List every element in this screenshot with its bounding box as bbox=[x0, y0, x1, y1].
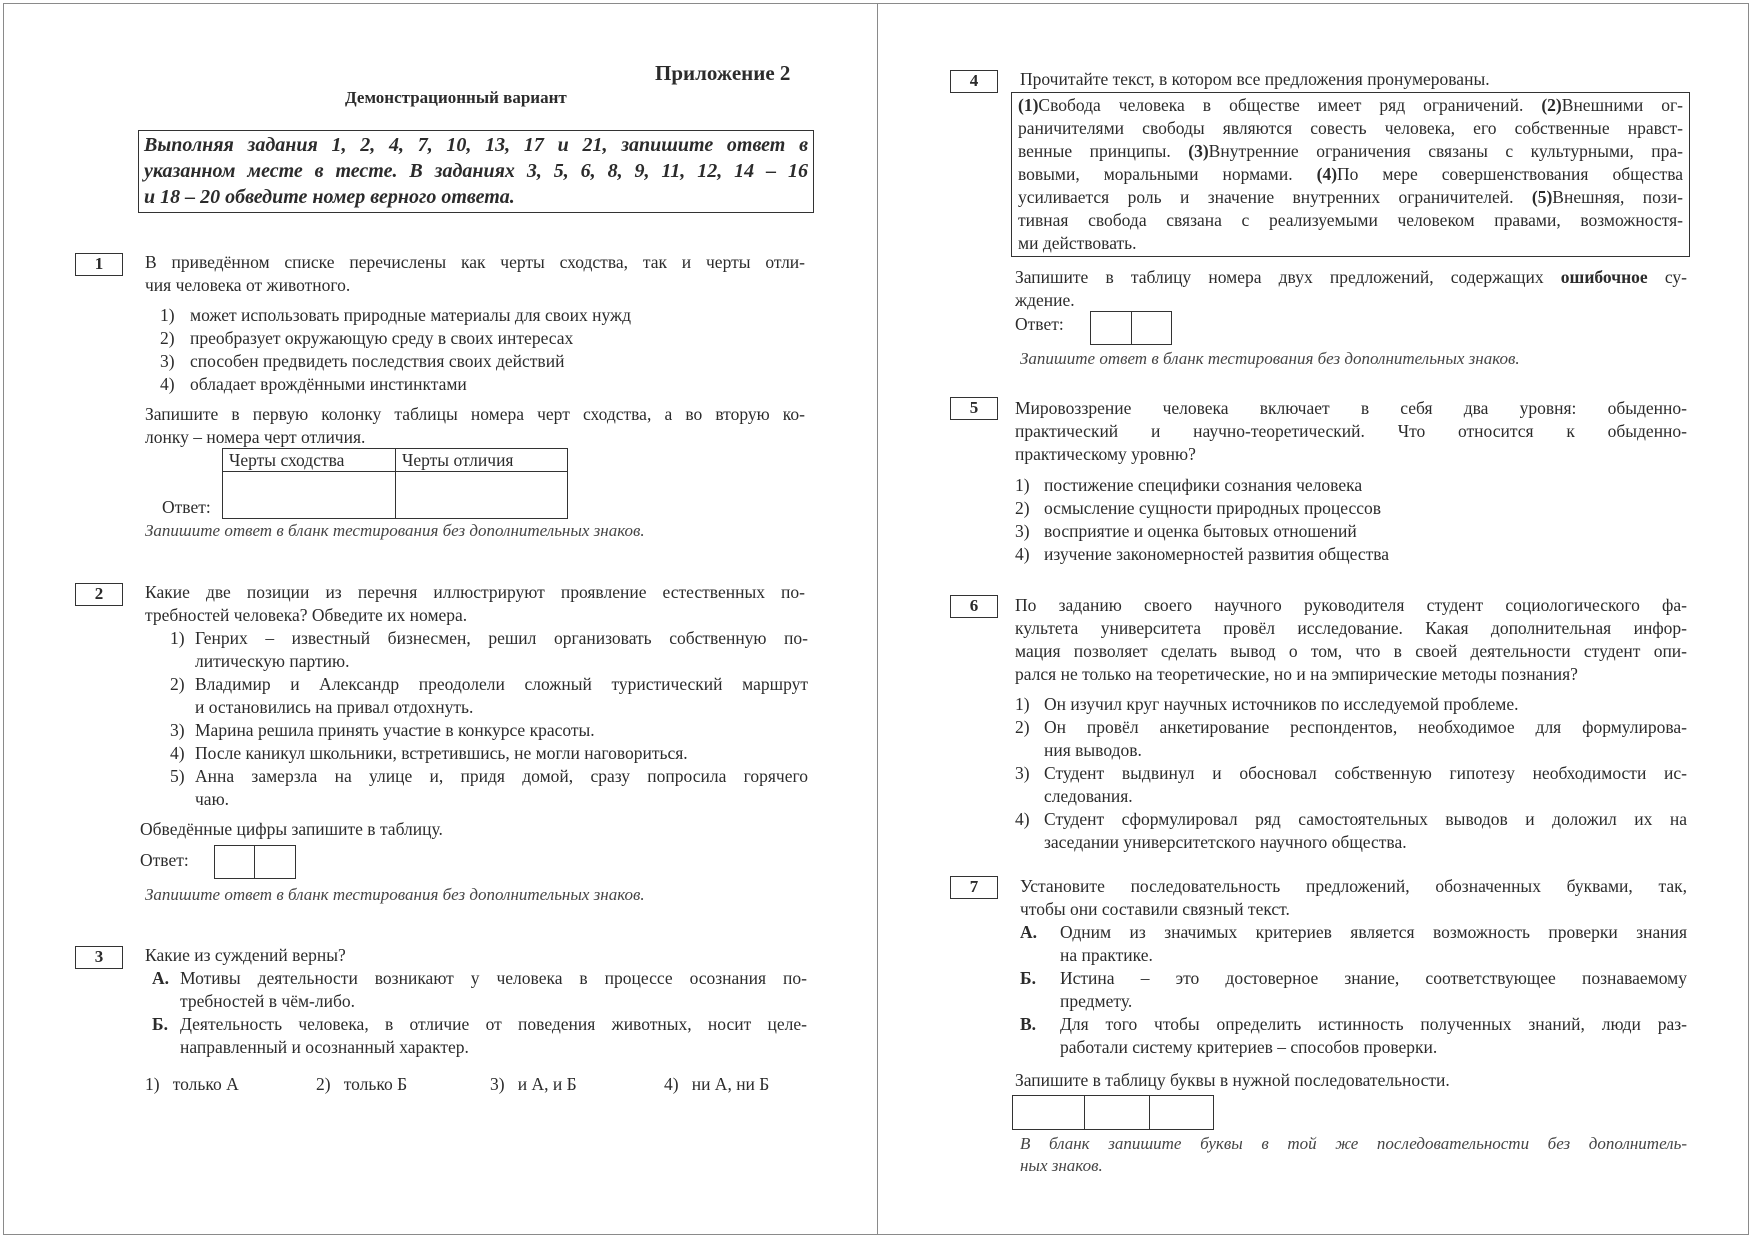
option-text: Студент выдвинул и обосновал собственную гипотезу необходимости ис- bbox=[1044, 763, 1687, 783]
option-number: 2) bbox=[160, 328, 175, 348]
q7-instruction: Запишите в таблицу буквы в нужной последовательности. bbox=[1015, 1070, 1450, 1090]
option[interactable] bbox=[170, 742, 810, 765]
option[interactable] bbox=[170, 719, 810, 742]
sentence-text: ми действовать. bbox=[1018, 233, 1137, 253]
option-text: может использовать природные материалы для своих нужд bbox=[190, 305, 632, 325]
option[interactable] bbox=[160, 327, 574, 350]
q6-options bbox=[1015, 693, 1687, 854]
q7-note-line: В бланк запишите буквы в той же последовательности без дополнитель- bbox=[1020, 1134, 1687, 1153]
option[interactable] bbox=[1015, 716, 1687, 762]
q4-box-line bbox=[1018, 163, 1683, 186]
option-number: 5) bbox=[170, 766, 185, 786]
option-text: Владимир и Александр преодолели сложный туристический маршрут bbox=[195, 674, 808, 694]
option-number: 1) bbox=[1015, 694, 1030, 714]
option-number: 2) bbox=[316, 1074, 331, 1094]
q7-answer-cell-2[interactable] bbox=[1084, 1095, 1150, 1130]
q1-instruction-line: Запишите в первую колонку таблицы номера черт сходства, а во вторую ко- bbox=[145, 404, 805, 424]
sentence-text: усиливается роль и значение внутренних ограничителей. bbox=[1018, 187, 1532, 207]
item-letter: А. bbox=[1020, 922, 1038, 942]
instructions-line: указанном месте в тесте. В заданиях 3, 5, 6, 8, 9, 11, 12, 14 – 16 bbox=[144, 160, 808, 182]
sentence-text: венные принципы. bbox=[1018, 141, 1189, 161]
option[interactable] bbox=[160, 304, 632, 327]
option-number: 3) bbox=[1015, 763, 1030, 783]
sequence-item bbox=[1020, 921, 1687, 967]
q7-text bbox=[1020, 875, 1687, 921]
q2-text-line: требностей человека? Обведите их номера. bbox=[145, 605, 468, 625]
option-text: только А bbox=[172, 1074, 239, 1094]
instructions-box bbox=[138, 130, 814, 213]
option-text: следования. bbox=[1044, 786, 1133, 806]
sequence-item bbox=[1020, 1013, 1687, 1059]
option-number: 4) bbox=[664, 1074, 679, 1094]
q4-instruction-emphasis: ошибочное bbox=[1560, 267, 1648, 287]
q2-instruction: Обведённые цифры запишите в таблицу. bbox=[140, 819, 443, 839]
sequence-item bbox=[1020, 967, 1687, 1013]
q4-instruction-line: ждение. bbox=[1015, 290, 1075, 310]
q7-blank-note bbox=[1020, 1133, 1687, 1177]
option-number: 2) bbox=[1015, 717, 1030, 737]
q3-option-4[interactable] bbox=[664, 1073, 769, 1096]
option[interactable] bbox=[160, 350, 565, 373]
q4-answer-label: Ответ: bbox=[1015, 314, 1064, 334]
q1-instruction-line: лонку – номера черт отличия. bbox=[145, 427, 366, 447]
q7-note-line: ных знаков. bbox=[1020, 1156, 1103, 1175]
option-number: 1) bbox=[170, 628, 185, 648]
sentence-number: (1) bbox=[1018, 95, 1039, 115]
q4-box-line bbox=[1018, 209, 1683, 232]
option[interactable] bbox=[1015, 520, 1685, 543]
instructions-line: и 18 – 20 обведите номер верного ответа. bbox=[144, 186, 515, 208]
q7-items bbox=[1020, 921, 1687, 1059]
q3-question: Какие из суждений верны? bbox=[145, 945, 346, 965]
task-number-4: 4 bbox=[950, 70, 998, 93]
option-text: и остановились на привал отдохнуть. bbox=[195, 697, 474, 717]
statement-label: Б. bbox=[152, 1014, 168, 1034]
option-text: восприятие и оценка бытовых отношений bbox=[1044, 521, 1357, 541]
option-text: и А, и Б bbox=[517, 1074, 577, 1094]
item-letter: Б. bbox=[1020, 968, 1036, 988]
option-number: 4) bbox=[1015, 544, 1030, 564]
option-text: Марина решила принять участие в конкурсе красоты. bbox=[195, 720, 595, 740]
q6-text bbox=[1015, 594, 1687, 686]
option[interactable] bbox=[170, 673, 810, 719]
sentence-text: Внешними ог- bbox=[1561, 95, 1683, 115]
option-number: 3) bbox=[490, 1074, 505, 1094]
q2-blank-note: Запишите ответ в бланк тестирования без дополнительных знаков. bbox=[145, 885, 645, 904]
q5-text-line: Мировоззрение человека включает в себя два уровня: обыденно- bbox=[1015, 398, 1687, 418]
q7-answer-cell-1[interactable] bbox=[1012, 1095, 1085, 1130]
q2-answer-label: Ответ: bbox=[140, 850, 189, 870]
sentence-text: Свобода человека в обществе имеет ряд ограничений. bbox=[1038, 95, 1542, 115]
sentence-number: (5) bbox=[1531, 187, 1553, 207]
q1-answer-similarity-cell[interactable] bbox=[222, 471, 396, 519]
q2-text-line: Какие две позиции из перечня иллюстрируют проявление естественных по- bbox=[145, 582, 805, 602]
statement-text: Мотивы деятельности возникают у человека в процессе осознания по- bbox=[180, 968, 807, 988]
q6-text-line: мация позволяет сделать вывод о том, что в своей деятельности студент опи- bbox=[1015, 641, 1687, 661]
option-text: заседании университетского научного общества. bbox=[1044, 832, 1407, 852]
option-number: 3) bbox=[170, 720, 185, 740]
option-text: ния выводов. bbox=[1044, 740, 1142, 760]
option[interactable] bbox=[1015, 497, 1685, 520]
q4-text-box bbox=[1011, 92, 1690, 257]
option-text: Генрих – известный бизнесмен, решил организовать собственную по- bbox=[195, 628, 808, 648]
item-text: Одним из значимых критериев является возможность проверки знания bbox=[1060, 922, 1687, 942]
sentence-number: (4) bbox=[1316, 164, 1338, 184]
task-number-6: 6 bbox=[950, 595, 998, 618]
item-letter: В. bbox=[1020, 1014, 1037, 1034]
instructions-text bbox=[144, 132, 808, 210]
q2-options bbox=[170, 627, 810, 811]
option[interactable] bbox=[160, 373, 467, 396]
item-text: Для того чтобы определить истинность полученных знаний, люди раз- bbox=[1060, 1014, 1687, 1034]
q1-instruction bbox=[145, 403, 805, 449]
q5-text bbox=[1015, 397, 1687, 466]
q1-text-line: чия человека от животного. bbox=[145, 275, 351, 295]
q1-options bbox=[160, 304, 800, 396]
q4-answer-cell-2[interactable] bbox=[1131, 311, 1172, 345]
q2-answer-cell-2[interactable] bbox=[254, 845, 296, 879]
q1-text bbox=[145, 251, 805, 297]
option[interactable] bbox=[1015, 808, 1687, 854]
option[interactable] bbox=[1015, 474, 1685, 497]
task-number-3: 3 bbox=[75, 946, 123, 969]
q4-instruction bbox=[1015, 266, 1687, 312]
q1-table-header-similarity bbox=[222, 448, 396, 472]
q4-box-line bbox=[1018, 232, 1683, 255]
q4-box-line bbox=[1018, 140, 1683, 163]
option-text: Он провёл анкетирование респондентов, необходимое для формулирова- bbox=[1044, 717, 1687, 737]
option-number: 3) bbox=[160, 351, 175, 371]
option[interactable] bbox=[1015, 762, 1687, 808]
sentence-number: (3) bbox=[1188, 141, 1209, 161]
q4-instruction-part: су- bbox=[1647, 267, 1687, 287]
q5-options bbox=[1015, 474, 1685, 566]
q4-blank-note: Запишите ответ в бланк тестирования без дополнительных знаков. bbox=[1020, 349, 1520, 368]
option-text: Он изучил круг научных источников по исследуемой проблеме. bbox=[1044, 694, 1519, 714]
option-number: 2) bbox=[170, 674, 185, 694]
q4-answer-cell-1[interactable] bbox=[1090, 311, 1132, 345]
option-number: 3) bbox=[1015, 521, 1030, 541]
sentence-text: Внешняя, пози- bbox=[1552, 187, 1684, 207]
option-number: 4) bbox=[160, 374, 175, 394]
option-number: 4) bbox=[170, 743, 185, 763]
statement-label: А. bbox=[152, 968, 170, 988]
item-text: на практике. bbox=[1060, 945, 1153, 965]
q7-text-line: чтобы они составили связный текст. bbox=[1020, 899, 1290, 919]
statement-text: требностей в чём-либо. bbox=[180, 991, 355, 1011]
option-number: 1) bbox=[1015, 475, 1030, 495]
sentence-text: По мере совершенствования общества bbox=[1337, 164, 1684, 184]
variant-title: Демонстрационный вариант bbox=[345, 88, 567, 107]
q1-col1-label: Черты сходства bbox=[229, 450, 345, 470]
q4-title: Прочитайте текст, в котором все предложения пронумерованы. bbox=[1020, 69, 1490, 89]
q3-option-3[interactable] bbox=[490, 1073, 577, 1096]
sentence-text: раничителями свободы являются совесть человека, его собственные нравст- bbox=[1018, 118, 1683, 138]
option-text: постижение специфики сознания человека bbox=[1044, 475, 1363, 495]
option-text: осмысление сущности природных процессов bbox=[1044, 498, 1382, 518]
q4-box-line bbox=[1018, 94, 1683, 117]
q1-col2-label: Черты отличия bbox=[402, 450, 514, 470]
option-text: Студент сформулировал ряд самостоятельных выводов и доложил их на bbox=[1044, 809, 1687, 829]
q3-option-1[interactable] bbox=[145, 1073, 239, 1096]
option-text: ни А, ни Б bbox=[691, 1074, 770, 1094]
q1-blank-note: Запишите ответ в бланк тестирования без дополнительных знаков. bbox=[145, 521, 645, 540]
option-text: Анна замерзла на улице и, придя домой, сразу попросила горячего bbox=[195, 766, 808, 786]
sentence-text: вовыми, моральными нормами. bbox=[1018, 164, 1317, 184]
sentence-text: Внутренние ограничения связаны с культурными, пра- bbox=[1208, 141, 1683, 161]
option-number: 1) bbox=[145, 1074, 160, 1094]
option-text: чаю. bbox=[195, 789, 230, 809]
item-text: предмету. bbox=[1060, 991, 1133, 1011]
sentence-number: (2) bbox=[1541, 95, 1562, 115]
q2-answer-cell-1[interactable] bbox=[214, 845, 255, 879]
option[interactable] bbox=[1015, 693, 1687, 716]
task-number-5: 5 bbox=[950, 397, 998, 420]
q4-box-line bbox=[1018, 186, 1683, 209]
q1-answer-difference-cell[interactable] bbox=[395, 471, 568, 519]
q4-text-box-content bbox=[1018, 94, 1683, 255]
sentence-text: тивная свобода связана с реализуемыми человеком правами, возможностя- bbox=[1018, 210, 1683, 230]
statement-text: Деятельность человека, в отличие от поведения животных, носит целе- bbox=[180, 1014, 807, 1034]
task-number-7: 7 bbox=[950, 876, 998, 899]
option[interactable] bbox=[170, 765, 810, 811]
q1-table-header-difference bbox=[395, 448, 568, 472]
q6-text-line: По заданию своего научного руководителя студент социологического фа- bbox=[1015, 595, 1687, 615]
option-text: преобразует окружающую среду в своих интересах bbox=[190, 328, 574, 348]
q7-answer-cell-3[interactable] bbox=[1149, 1095, 1214, 1130]
task-number-2: 2 bbox=[75, 583, 123, 606]
right-page bbox=[878, 0, 1754, 1239]
appendix-label: Приложение 2 bbox=[655, 61, 791, 85]
q4-box-line bbox=[1018, 117, 1683, 140]
task-number-1: 1 bbox=[75, 253, 123, 276]
statement-text: направленный и осознанный характер. bbox=[180, 1037, 469, 1057]
q6-text-line: рался не только на теоретические, но и на эмпирические методы познания? bbox=[1015, 664, 1578, 684]
q1-text-line: В приведённом списке перечислены как черты сходства, так и черты отли- bbox=[145, 252, 805, 272]
option[interactable] bbox=[170, 627, 810, 673]
q2-text bbox=[145, 581, 805, 627]
option-number: 2) bbox=[1015, 498, 1030, 518]
q5-text-line: практический и научно-теоретический. Что относится к обыденно- bbox=[1015, 421, 1687, 441]
q4-instruction-part: Запишите в таблицу номера двух предложений, содержащих bbox=[1015, 267, 1561, 287]
q7-text-line: Установите последовательность предложений, обозначенных буквами, так, bbox=[1020, 876, 1687, 896]
option[interactable] bbox=[1015, 543, 1685, 566]
option-text: литическую партию. bbox=[195, 651, 350, 671]
item-text: Истина – это достоверное знание, соответствующее познаваемому bbox=[1060, 968, 1687, 988]
option-number: 4) bbox=[1015, 809, 1030, 829]
option-text: изучение закономерностей развития общества bbox=[1044, 544, 1390, 564]
option-text: После каникул школьники, встретившись, не могли наговориться. bbox=[195, 743, 688, 763]
instructions-line: Выполняя задания 1, 2, 4, 7, 10, 13, 17 и 21, запишите ответ в bbox=[144, 134, 808, 156]
q1-answer-label: Ответ: bbox=[162, 497, 211, 517]
q6-text-line: культета университета провёл исследование. Какая дополнительная инфор- bbox=[1015, 618, 1687, 638]
item-text: работали систему критериев – способов проверки. bbox=[1060, 1037, 1438, 1057]
option-text: обладает врождёнными инстинктами bbox=[190, 374, 467, 394]
q3-option-2[interactable] bbox=[316, 1073, 407, 1096]
option-text: только Б bbox=[343, 1074, 408, 1094]
option-text: способен предвидеть последствия своих действий bbox=[190, 351, 565, 371]
q5-text-line: практическому уровню? bbox=[1015, 444, 1196, 464]
option-number: 1) bbox=[160, 305, 175, 325]
